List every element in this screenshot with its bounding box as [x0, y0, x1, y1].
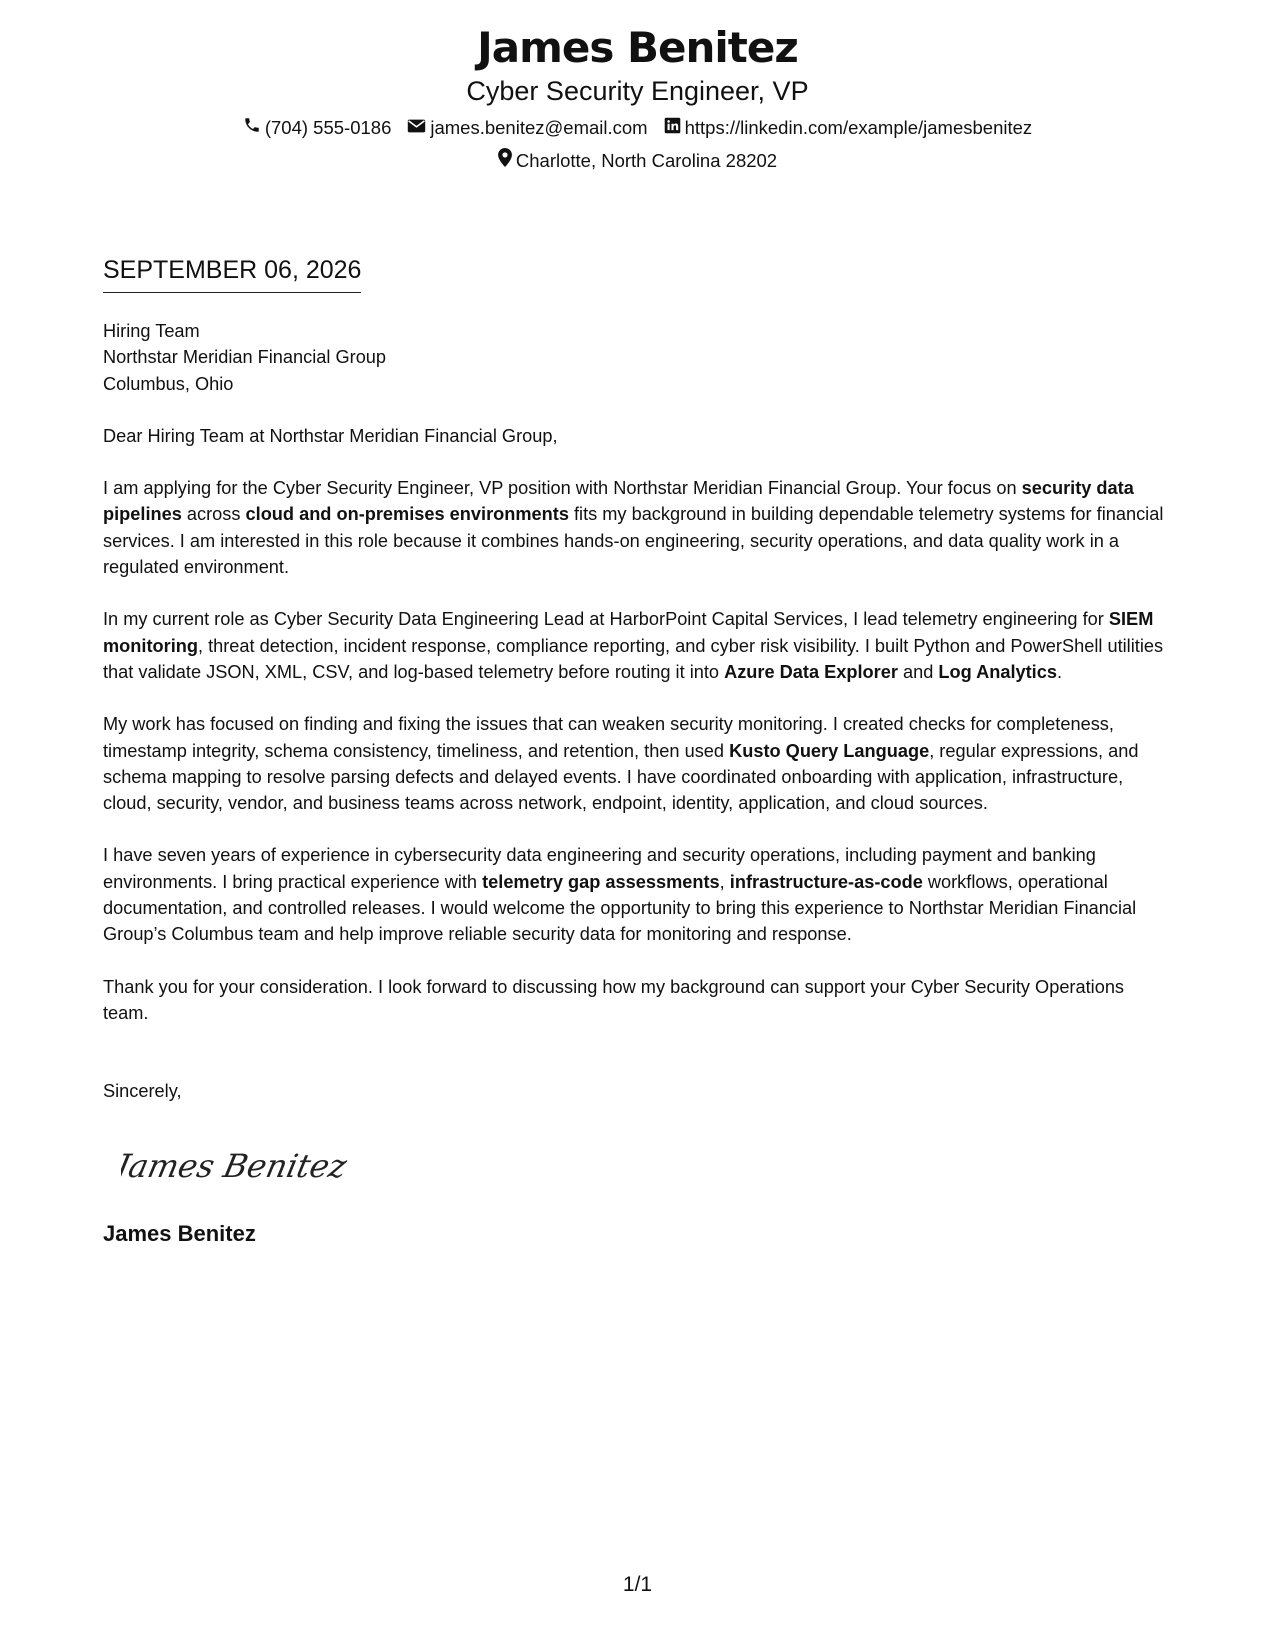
contact-phone[interactable]: [243, 116, 392, 140]
emphasis: Log Analytics: [938, 661, 1057, 682]
letter-body: [103, 318, 1173, 1248]
text-run: , regular expressions, and schema mapping to resolve parsing defects and delayed events. I have coordinated onboarding with application, infrastructure, cloud, security, vendor, and business teams across network, endpoint, identity, application, and cloud sources.: [103, 740, 1139, 814]
handwritten-signature: [121, 1135, 1173, 1198]
paragraph-work-focus: [103, 711, 1173, 816]
recipient-company: Northstar Meridian Financial Group: [103, 347, 387, 368]
emphasis: security data pipelines: [103, 478, 1134, 525]
text-run: fits my background in building dependable telemetry systems for financial services. I am interested in this role because it combines hands-on engineering, security operations, and data quality work in a regulated environment.: [103, 504, 1164, 578]
text-run: Thank you for your consideration. I look forward to discussing how my background can support your Cyber Security Operations team.: [103, 976, 1125, 1023]
email-text: james.benitez@email.com: [430, 117, 648, 138]
page-number: 1/1: [622, 1573, 653, 1596]
recipient-block: [103, 318, 1173, 397]
text-run: , threat detection, incident response, compliance reporting, and cyber risk visibility. I built Python and PowerShell utilities that validate JSON, XML, CSV, and log-based telemetry before routing it into: [103, 635, 1164, 682]
phone-icon: [243, 116, 261, 140]
phone-text: (704) 555-0186: [264, 117, 392, 138]
paragraph-intro: [103, 475, 1173, 580]
emphasis: infrastructure-as-code: [729, 871, 923, 892]
signer-name: James Benitez: [103, 1220, 256, 1246]
contact-linkedin[interactable]: [664, 116, 1033, 140]
text-run: .: [1056, 661, 1063, 682]
letter-header: [0, 22, 1275, 173]
contact-email[interactable]: [407, 116, 647, 140]
emphasis: Azure Data Explorer: [724, 661, 898, 682]
paragraph-current-role: [103, 606, 1173, 685]
text-run: workflows, operational documentation, and controlled releases. I would welcome the opportunity to bring this experience to Northstar Meridian Financial Group’s Columbus team and help improve reliable security data for monitoring and response.: [103, 871, 1137, 945]
text-run: I am applying for the Cyber Security Engineer, VP position with Northstar Meridian Financial Group. Your focus on: [103, 478, 1022, 499]
paragraph-experience: [103, 842, 1173, 947]
applicant-title: Cyber Security Engineer, VP: [466, 76, 809, 106]
emphasis: SIEM monitoring: [103, 609, 1154, 656]
map-pin-icon: [498, 148, 512, 173]
text-run: across: [181, 504, 246, 525]
contact-row: [0, 116, 1275, 140]
text-run: In my current role as Cyber Security Data Engineering Lead at HarborPoint Capital Services, I lead telemetry engineering for: [103, 609, 1109, 630]
applicant-name: James Benitez: [477, 23, 798, 72]
envelope-icon: [407, 116, 426, 140]
text-run: ,: [719, 871, 730, 892]
linkedin-text: https://linkedin.com/example/jamesbenitez: [684, 117, 1033, 138]
recipient-location: Columbus, Ohio: [103, 373, 234, 394]
letter-date: SEPTEMBER 06, 2026: [103, 254, 361, 293]
emphasis: Kusto Query Language: [729, 740, 930, 761]
salutation: Dear Hiring Team at Northstar Meridian Financial Group,: [103, 425, 558, 446]
closing: Sincerely,: [103, 1081, 182, 1102]
recipient-line: Hiring Team: [103, 321, 200, 341]
location-text: Charlotte, North Carolina 28202: [515, 149, 778, 171]
contact-location: [498, 148, 777, 173]
emphasis: telemetry gap assessments: [482, 871, 720, 892]
text-run: I have seven years of experience in cybersecurity data engineering and security operations, including payment and banking environments. I bring practical experience with: [103, 845, 1096, 892]
paragraph-thanks: [103, 974, 1173, 1027]
signature-text: James Benitez: [121, 1146, 351, 1185]
emphasis: cloud and on-premises environments: [245, 504, 569, 525]
linkedin-icon: [664, 116, 681, 140]
date-block: [103, 254, 361, 293]
location-row: [0, 148, 1275, 173]
text-run: My work has focused on finding and fixing the issues that can weaken security monitoring. I created checks for completeness, timestamp integrity, schema consistency, timeliness, and retention, then used: [103, 714, 1114, 761]
text-run: and: [897, 661, 939, 682]
